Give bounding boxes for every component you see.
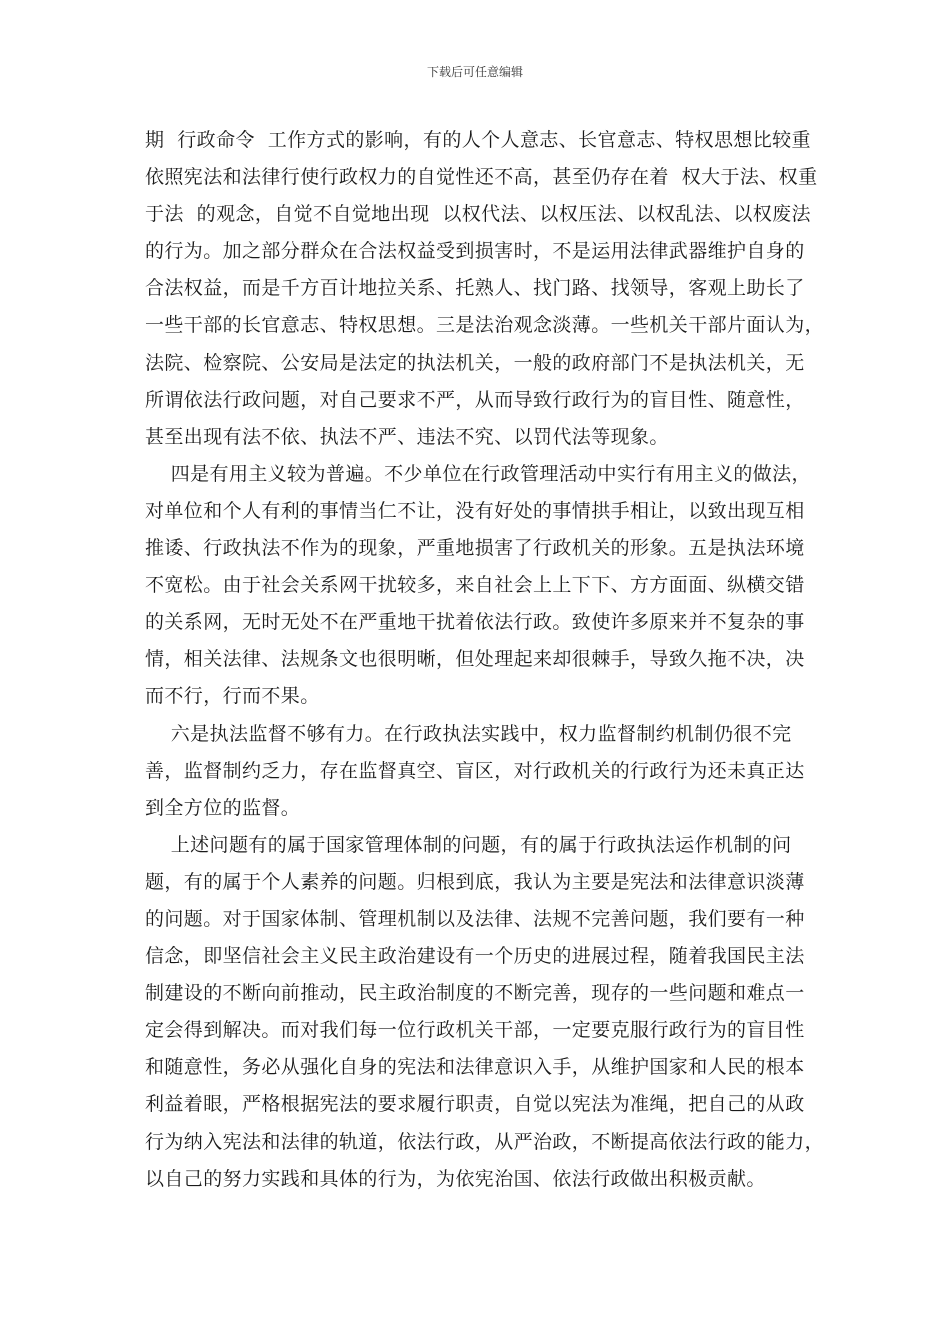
text-line: 题，有的属于个人素养的问题。归根到底，我认为主要是宪法和法律意识淡薄	[145, 870, 805, 893]
text-line: 制建设的不断向前推动，民主政治制度的不断完善，现存的一些问题和难点一	[145, 982, 805, 1005]
text-line: 的关系网，无时无处不在严重地干扰着依法行政。致使许多原来并不复杂的事	[145, 611, 805, 634]
text-line: 到全方位的监督。	[145, 796, 301, 819]
text-line: 不宽松。由于社会关系网干扰较多，来自社会上上下下、方方面面、纵横交错	[145, 574, 805, 597]
text-line: 所谓依法行政问题，对自己要求不严，从而导致行政行为的盲目性、随意性，	[145, 388, 805, 411]
text-line: 情，相关法律、法规条文也很明晰，但处理起来却很棘手，导致久拖不决，决	[145, 648, 805, 671]
text-line: 行为纳入宪法和法律的轨道，依法行政，从严治政，不断提高依法行政的能力，	[145, 1130, 825, 1153]
text-line: 推诿、行政执法不作为的现象，严重地损害了行政机关的形象。五是执法环境	[145, 537, 805, 560]
text-line: 对单位和个人有利的事情当仁不让，没有好处的事情拱手相让，以致出现互相	[145, 499, 805, 522]
text-line: 合法权益，而是千方百计地拉关系、托熟人、找门路、找领导，客观上助长了	[145, 277, 805, 300]
text-line: 而不行，行而不果。	[145, 685, 320, 708]
text-line: 和随意性，务必从强化自身的宪法和法律意识入手，从维护国家和人民的根本	[145, 1056, 805, 1079]
text-line: 期 行政命令 工作方式的影响，有的人个人意志、长官意志、特权思想比较重	[145, 129, 811, 151]
text-line: 的问题。对于国家体制、管理机制以及法律、法规不完善问题，我们要有一种	[145, 907, 805, 930]
text-line: 法院、检察院、公安局是法定的执法机关，一般的政府部门不是执法机关，无	[145, 351, 805, 374]
text-line: 以自己的努力实践和具体的行为，为依宪治国、依法行政做出积极贡献。	[145, 1167, 766, 1190]
text-line: 于法 的观念，自觉不自觉地出现 以权代法、以权压法、以权乱法、以权废法	[145, 203, 811, 226]
text-line: 信念，即坚信社会主义民主政治建设有一个历史的进展过程，随着我国民主法	[145, 945, 805, 968]
text-line: 依照宪法和法律行使行政权力的自觉性还不高，甚至仍存在着 权大于法、权重	[145, 166, 818, 189]
text-line: 一些干部的长官意志、特权思想。三是法治观念淡薄。一些机关干部片面认为，	[145, 314, 825, 337]
text-line: 善，监督制约乏力，存在监督真空、盲区，对行政机关的行政行为还未真正达	[145, 759, 805, 782]
text-line: 甚至出现有法不依、执法不严、违法不究、以罚代法等现象。	[145, 425, 669, 448]
text-line: 上述问题有的属于国家管理体制的问题，有的属于行政执法运作机制的问	[145, 833, 792, 856]
text-line: 定会得到解决。而对我们每一位行政机关干部，一定要克服行政行为的盲目性	[145, 1019, 805, 1042]
text-line: 利益着眼，严格根据宪法的要求履行职责，自觉以宪法为准绳，把自己的从政	[145, 1093, 805, 1116]
text-line: 六是执法监督不够有力。在行政执法实践中，权力监督制约机制仍很不完	[145, 722, 792, 745]
text-line: 四是有用主义较为普遍。不少单位在行政管理活动中实行有用主义的做法，	[145, 462, 811, 485]
page-header: 下载后可任意编辑	[426, 65, 523, 79]
text-line: 的行为。加之部分群众在合法权益受到损害时，不是运用法律武器维护自身的	[145, 240, 805, 263]
document-body	[145, 122, 825, 1198]
